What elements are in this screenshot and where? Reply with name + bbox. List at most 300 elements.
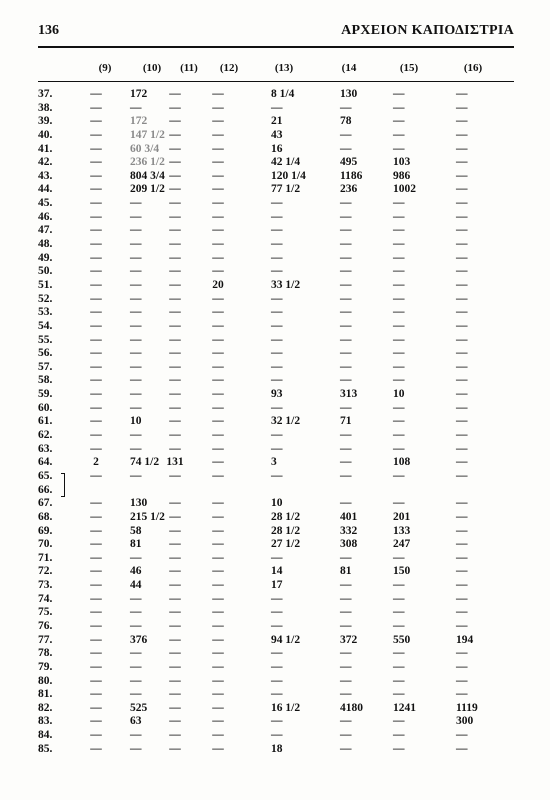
row-number: 57. <box>38 360 53 373</box>
row-number: 51. <box>38 278 53 291</box>
row-number: 66. <box>38 483 53 496</box>
table-cell: — <box>340 265 352 278</box>
table-cell: — <box>271 333 283 346</box>
table-cell: — <box>90 306 102 319</box>
table-cell: — <box>90 592 102 605</box>
table-row <box>38 743 514 757</box>
table-cell: — <box>271 374 283 387</box>
table-cell: — <box>90 101 102 114</box>
table-cell: — <box>456 551 468 564</box>
table-row <box>38 443 514 457</box>
table-cell: — <box>212 715 224 728</box>
table-cell: — <box>130 278 142 291</box>
row-number: 84. <box>38 729 53 742</box>
page-header <box>38 23 514 43</box>
table-cell: 150 <box>393 565 411 578</box>
table-cell: — <box>169 497 181 510</box>
row-number: 43. <box>38 169 53 182</box>
table-cell: — <box>212 333 224 346</box>
table-cell: — <box>90 729 102 742</box>
column-header: (15) <box>399 62 419 74</box>
row-number: 77. <box>38 633 53 646</box>
table-cell: — <box>456 510 468 523</box>
table-cell: — <box>340 401 352 414</box>
table-cell: — <box>340 606 352 619</box>
table-cell: — <box>169 633 181 646</box>
table-cell: — <box>212 538 224 551</box>
table-cell: — <box>271 360 283 373</box>
table-cell: 2 <box>93 456 99 469</box>
table-cell: — <box>212 442 224 455</box>
table-cell: 308 <box>340 538 358 551</box>
table-row <box>38 456 514 470</box>
table-cell: — <box>393 197 405 210</box>
table-cell: — <box>271 197 283 210</box>
table-row <box>38 429 514 443</box>
table-cell: — <box>340 429 352 442</box>
table-cell: 28 1/2 <box>271 524 301 537</box>
table-cell: — <box>212 456 224 469</box>
table-cell: 93 <box>271 388 283 401</box>
table-cell: — <box>169 401 181 414</box>
table-row <box>38 688 514 702</box>
table-cell: — <box>169 169 181 182</box>
table-row <box>38 402 514 416</box>
table-cell: — <box>130 592 142 605</box>
table-row <box>38 224 514 238</box>
row-number: 53. <box>38 306 53 319</box>
table-cell: — <box>271 606 283 619</box>
table-cell: — <box>130 238 142 251</box>
table-cell: — <box>212 88 224 100</box>
table-cell: 8 1/4 <box>271 88 295 100</box>
table-cell: — <box>212 674 224 687</box>
table-cell: — <box>271 224 283 237</box>
table-cell: — <box>212 592 224 605</box>
table-row <box>38 320 514 334</box>
table-cell: — <box>130 469 142 482</box>
table-cell: 81 <box>130 538 142 551</box>
table-cell: — <box>169 156 181 169</box>
table-row <box>38 484 514 498</box>
table-cell: — <box>212 729 224 742</box>
table-cell: — <box>456 388 468 401</box>
table-cell: — <box>212 319 224 332</box>
table-cell: — <box>130 442 142 455</box>
row-number: 48. <box>38 238 53 251</box>
table-cell: 10 <box>271 497 283 510</box>
table-cell: 1186 <box>340 169 363 182</box>
table-cell: — <box>340 224 352 237</box>
table-cell: — <box>271 442 283 455</box>
table-cell: — <box>340 660 352 673</box>
table-cell: 247 <box>393 538 411 551</box>
table-row <box>38 347 514 361</box>
table-cell: — <box>393 469 405 482</box>
table-cell: 103 <box>393 156 411 169</box>
row-number: 81. <box>38 688 53 701</box>
table-cell: — <box>340 442 352 455</box>
row-number: 42. <box>38 156 53 169</box>
table-cell: 10 <box>393 388 405 401</box>
table-cell: — <box>271 101 283 114</box>
table-cell: 20 <box>212 278 224 291</box>
table-cell: — <box>90 224 102 237</box>
table-cell: 17 <box>271 579 283 592</box>
table-cell: 71 <box>340 415 352 428</box>
table-cell: — <box>90 156 102 169</box>
table-cell: — <box>90 210 102 223</box>
table-cell: — <box>212 415 224 428</box>
table-cell: 3 <box>271 456 277 469</box>
column-header: (10) <box>142 62 162 74</box>
table-cell: — <box>456 101 468 114</box>
table-cell: — <box>130 729 142 742</box>
table-cell: — <box>130 606 142 619</box>
table-cell: 77 1/2 <box>271 183 301 196</box>
table-cell: — <box>90 442 102 455</box>
table-cell: — <box>90 688 102 701</box>
table-cell: — <box>340 742 352 755</box>
table-cell: — <box>393 360 405 373</box>
table-cell: 16 1/2 <box>271 701 301 714</box>
table-cell: — <box>169 183 181 196</box>
table-cell: — <box>130 647 142 660</box>
table-cell: — <box>456 429 468 442</box>
table-cell: — <box>456 128 468 141</box>
table-cell: — <box>212 347 224 360</box>
table-cell: — <box>90 429 102 442</box>
table-cell: — <box>212 360 224 373</box>
column-header: (13) <box>274 62 294 74</box>
page-number: 136 <box>38 23 59 38</box>
table-cell: — <box>456 156 468 169</box>
table-cell: — <box>90 115 102 128</box>
table-cell: — <box>393 742 405 755</box>
table-cell: — <box>456 497 468 510</box>
table-cell: 986 <box>393 169 411 182</box>
table-row <box>38 606 514 620</box>
table-cell: — <box>212 565 224 578</box>
table-cell: — <box>130 347 142 360</box>
table-cell: — <box>169 660 181 673</box>
table-cell: — <box>456 688 468 701</box>
table-row <box>38 88 514 102</box>
table-cell: 108 <box>393 456 411 469</box>
table-cell: — <box>212 128 224 141</box>
table-row <box>38 620 514 634</box>
row-number: 68. <box>38 510 53 523</box>
table-cell: 21 <box>271 115 283 128</box>
table-cell: — <box>130 210 142 223</box>
table-cell: — <box>340 619 352 632</box>
table-row <box>38 729 514 743</box>
table-cell: 130 <box>130 497 148 510</box>
table-cell: — <box>169 224 181 237</box>
table-cell: — <box>90 674 102 687</box>
table-row <box>38 129 514 143</box>
table-cell: — <box>271 347 283 360</box>
table-cell: — <box>90 497 102 510</box>
table-cell: — <box>130 251 142 264</box>
table-cell: 81 <box>340 565 352 578</box>
table-cell: — <box>393 442 405 455</box>
table-cell: 236 <box>340 183 358 196</box>
row-number: 73. <box>38 579 53 592</box>
table-cell: — <box>212 469 224 482</box>
table-cell: — <box>340 360 352 373</box>
table-cell: — <box>340 319 352 332</box>
table-row <box>38 388 514 402</box>
table-row <box>38 497 514 511</box>
table-cell: — <box>212 688 224 701</box>
table-cell: — <box>393 619 405 632</box>
table-cell: — <box>340 374 352 387</box>
column-header: (11) <box>180 62 198 74</box>
table-cell: — <box>456 251 468 264</box>
table-cell: — <box>90 347 102 360</box>
table-cell: — <box>130 429 142 442</box>
table-cell: — <box>169 510 181 523</box>
table-cell: — <box>271 292 283 305</box>
table-cell: — <box>169 442 181 455</box>
table-cell: 43 <box>271 128 283 141</box>
table-cell: — <box>340 210 352 223</box>
table-cell: 300 <box>456 715 474 728</box>
table-row <box>38 661 514 675</box>
table-cell: — <box>212 606 224 619</box>
table-cell: — <box>456 565 468 578</box>
column-header: (14 <box>341 62 357 74</box>
table-cell: 60 3/4 <box>130 142 160 155</box>
table-cell: 94 1/2 <box>271 633 301 646</box>
table-row <box>38 470 514 484</box>
table-cell: — <box>271 265 283 278</box>
table-cell: — <box>271 210 283 223</box>
table-cell: 1241 <box>393 701 416 714</box>
table-row <box>38 252 514 266</box>
table-cell: 215 1/2 <box>130 510 165 523</box>
table-cell: — <box>393 333 405 346</box>
column-header-row <box>38 62 514 78</box>
table-cell: 147 1/2 <box>130 128 165 141</box>
table-cell: — <box>90 333 102 346</box>
table-cell: — <box>340 551 352 564</box>
table-row <box>38 170 514 184</box>
row-number: 78. <box>38 647 53 660</box>
table-cell: — <box>340 292 352 305</box>
table-cell: — <box>393 88 405 100</box>
table-cell: — <box>271 619 283 632</box>
table-cell: — <box>456 292 468 305</box>
row-number: 55. <box>38 333 53 346</box>
table-cell: — <box>456 442 468 455</box>
table-cell: — <box>169 88 181 100</box>
table-cell: — <box>90 169 102 182</box>
table-cell: — <box>393 647 405 660</box>
table-cell: — <box>169 374 181 387</box>
table-cell: — <box>90 142 102 155</box>
row-number: 70. <box>38 538 53 551</box>
row-number: 63. <box>38 442 53 455</box>
table-cell: — <box>456 606 468 619</box>
row-number: 56. <box>38 347 53 360</box>
table-cell: — <box>393 715 405 728</box>
table-row <box>38 565 514 579</box>
table-cell: — <box>340 101 352 114</box>
table-cell: — <box>212 388 224 401</box>
table-cell: — <box>340 197 352 210</box>
table-cell: 10 <box>130 415 142 428</box>
table-cell: — <box>212 660 224 673</box>
table-cell: — <box>393 415 405 428</box>
table-cell: — <box>90 401 102 414</box>
table-cell: — <box>456 538 468 551</box>
table-cell: — <box>130 551 142 564</box>
table-cell: — <box>212 401 224 414</box>
table-cell: — <box>169 429 181 442</box>
table-cell: — <box>130 197 142 210</box>
table-cell: — <box>90 660 102 673</box>
column-header: (16) <box>463 62 483 74</box>
table-row <box>38 156 514 170</box>
table-cell: — <box>130 401 142 414</box>
table-cell: — <box>340 456 352 469</box>
table-cell: — <box>169 524 181 537</box>
column-header: (9) <box>98 62 112 74</box>
table-cell: — <box>393 115 405 128</box>
column-header-rule <box>38 81 514 82</box>
table-cell: 804 3/4 <box>130 169 165 182</box>
header-rule <box>38 46 514 48</box>
running-title: ΑΡΧΕΙΟΝ ΚΑΠΟΔΙΣΤΡΙΑ <box>341 23 514 38</box>
table-cell: — <box>456 88 468 100</box>
table-cell: — <box>456 415 468 428</box>
table-cell: — <box>169 197 181 210</box>
table-cell: — <box>456 183 468 196</box>
table-cell: — <box>271 660 283 673</box>
table-cell: — <box>340 251 352 264</box>
table-cell: — <box>169 101 181 114</box>
table-cell: — <box>212 701 224 714</box>
table-cell: 194 <box>456 633 474 646</box>
table-cell: — <box>130 319 142 332</box>
table-cell: — <box>169 142 181 155</box>
table-cell: — <box>271 688 283 701</box>
table-cell: — <box>340 592 352 605</box>
table-row <box>38 211 514 225</box>
table-cell: — <box>212 224 224 237</box>
table-cell: — <box>169 647 181 660</box>
table-cell: — <box>130 292 142 305</box>
table-cell: — <box>212 292 224 305</box>
table-cell: — <box>393 101 405 114</box>
table-cell: — <box>130 742 142 755</box>
table-cell: — <box>212 265 224 278</box>
table-cell: 18 <box>271 742 283 755</box>
table-cell: — <box>212 497 224 510</box>
row-number: 58. <box>38 374 53 387</box>
table-cell: — <box>340 347 352 360</box>
table-cell: — <box>212 742 224 755</box>
table-cell: — <box>212 183 224 196</box>
table-cell: — <box>212 306 224 319</box>
table-cell: — <box>456 660 468 673</box>
table-cell: — <box>90 251 102 264</box>
table-cell: — <box>340 469 352 482</box>
table-cell: 16 <box>271 142 283 155</box>
row-number: 64. <box>38 456 53 469</box>
table-row <box>38 143 514 157</box>
table-cell: — <box>456 142 468 155</box>
table-cell: — <box>169 238 181 251</box>
table-cell: — <box>169 360 181 373</box>
table-cell: — <box>340 128 352 141</box>
table-cell: — <box>456 224 468 237</box>
table-cell: — <box>271 551 283 564</box>
table-cell: — <box>340 688 352 701</box>
table-row <box>38 579 514 593</box>
table-cell: — <box>212 142 224 155</box>
table-cell: — <box>212 429 224 442</box>
table-cell: — <box>90 238 102 251</box>
table-cell: — <box>393 606 405 619</box>
table-cell: — <box>212 579 224 592</box>
table-cell: — <box>90 374 102 387</box>
table-cell: — <box>212 238 224 251</box>
table-cell: — <box>340 278 352 291</box>
table-cell: — <box>90 360 102 373</box>
table-cell: — <box>130 265 142 278</box>
table-row <box>38 647 514 661</box>
table-cell: — <box>169 115 181 128</box>
table-cell: — <box>393 347 405 360</box>
table-cell: 1002 <box>393 183 416 196</box>
row-number: 82. <box>38 701 53 714</box>
row-number: 37. <box>38 88 53 100</box>
row-number: 79. <box>38 660 53 673</box>
row-number: 44. <box>38 183 53 196</box>
row-number: 69. <box>38 524 53 537</box>
row-number: 74. <box>38 592 53 605</box>
table-cell: — <box>393 306 405 319</box>
table-cell: — <box>212 647 224 660</box>
table-cell: 550 <box>393 633 411 646</box>
table-cell: — <box>456 333 468 346</box>
table-cell: — <box>130 306 142 319</box>
table-cell: 63 <box>130 715 142 728</box>
table-cell: — <box>130 388 142 401</box>
table-cell: — <box>456 197 468 210</box>
table-cell: — <box>169 292 181 305</box>
table-cell: — <box>393 688 405 701</box>
table-cell: — <box>456 115 468 128</box>
table-cell: — <box>393 265 405 278</box>
table-cell: 209 1/2 <box>130 183 165 196</box>
table-cell: — <box>340 674 352 687</box>
table-cell: — <box>456 265 468 278</box>
table-cell: — <box>169 210 181 223</box>
table-cell: — <box>212 156 224 169</box>
table-row <box>38 293 514 307</box>
table-cell: — <box>271 592 283 605</box>
table-cell: — <box>456 319 468 332</box>
row-number: 49. <box>38 251 53 264</box>
row-number: 67. <box>38 497 53 510</box>
row-number: 71. <box>38 551 53 564</box>
table-cell: — <box>169 674 181 687</box>
table-row <box>38 102 514 116</box>
